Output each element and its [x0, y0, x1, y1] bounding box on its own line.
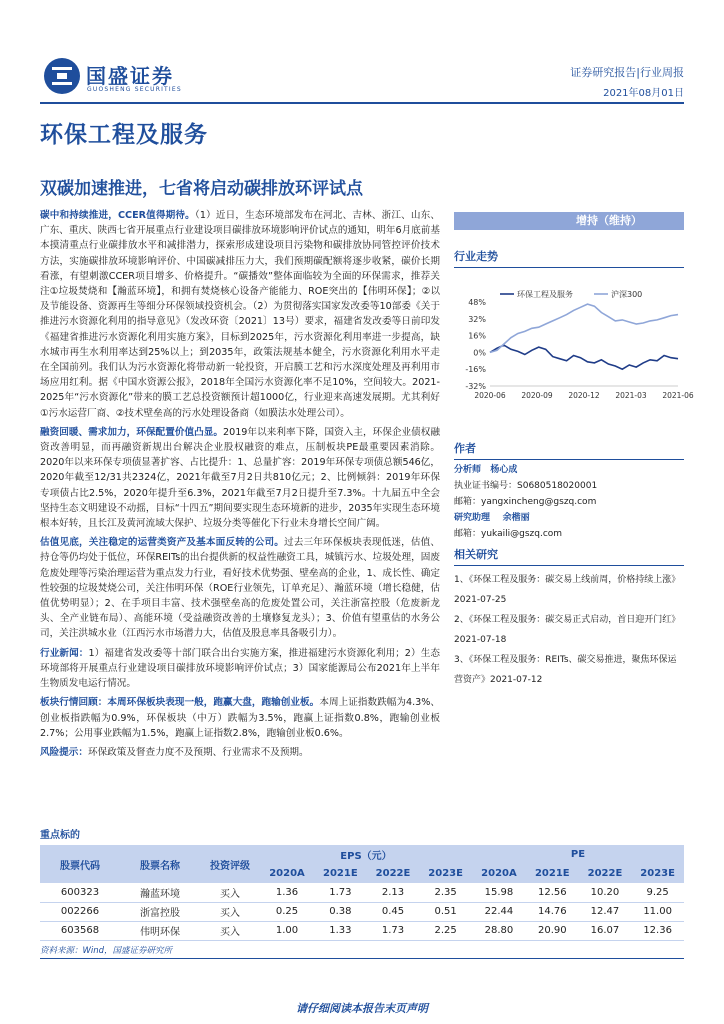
table-cell: 1.00	[275, 925, 299, 936]
y-tick-label: -32%	[465, 382, 486, 391]
related-item[interactable]: 1、《环保工程及服务：碳交易上线前周，价格持续上涨》2021-07-25	[454, 575, 681, 605]
x-tick-label: 2020-06	[474, 391, 506, 400]
col-year: 2021E	[526, 864, 579, 883]
table-caption: 重点标的	[40, 830, 80, 841]
y-tick-label: 16%	[468, 331, 486, 341]
source-note: 资料来源：Wind，国盛证券研究所	[40, 946, 173, 956]
table-cell: 12.56	[537, 886, 567, 898]
x-tick-label: 2020-09	[521, 391, 553, 400]
paragraph	[40, 535, 440, 641]
paragraph	[40, 646, 440, 692]
table-cell: 20.90	[537, 925, 567, 936]
email2-row	[454, 526, 684, 539]
col-pe: PE	[472, 845, 684, 864]
email-label: 邮箱：	[454, 497, 482, 507]
col-year: 2020A	[260, 864, 314, 883]
table-cell: 12.47	[590, 906, 620, 917]
table-cell: 浙富控股	[140, 908, 180, 919]
y-tick-label: 48%	[468, 298, 486, 307]
y-tick-label: 32%	[468, 314, 486, 324]
table-cell: 2.25	[434, 925, 457, 936]
paragraph-lead: 风险提示：	[40, 746, 88, 758]
paragraph	[40, 745, 440, 760]
analyst-email[interactable]: yangxincheng@gszq.com	[481, 497, 597, 507]
col-year: 2020A	[472, 864, 526, 883]
x-tick-label: 2021-03	[615, 391, 647, 400]
table-cell: 28.80	[484, 925, 514, 936]
table-cell: 买入	[220, 927, 240, 938]
table-cell: 9.25	[646, 886, 669, 898]
x-tick-label: 2021-06	[662, 391, 694, 400]
author-title: 作者	[454, 440, 684, 460]
col-name: 股票名称	[120, 845, 200, 883]
main-body	[40, 208, 440, 764]
assistant-row	[454, 510, 684, 523]
col-year: 2022E	[579, 864, 632, 883]
table-cell: 0.25	[275, 906, 299, 917]
logo-icon	[44, 58, 80, 94]
series-line	[490, 304, 678, 352]
report-title: 双碳加速推进，七省将启动碳排放环评试点	[40, 179, 363, 199]
related-item[interactable]: 3、《环保工程及服务：REITs、碳交易推进，聚焦环保运营资产》2021-07-12	[454, 655, 677, 685]
related-list	[454, 570, 684, 690]
table-row	[40, 902, 684, 921]
table-cell: 12.36	[643, 925, 672, 936]
footer-disclaimer: 请仔细阅读本报告末页声明	[296, 1002, 428, 1015]
table-cell: 1.73	[381, 925, 405, 936]
col-year: 2023E	[631, 864, 684, 883]
paragraph-lead: 板块行情回顾：本周环保板块表现一般，跑赢大盘，跑输创业板。	[40, 697, 320, 709]
table-cell: 14.76	[537, 906, 567, 917]
paragraph	[40, 425, 440, 531]
table-cell: 002266	[60, 906, 100, 917]
table-cell: 1.36	[275, 886, 299, 898]
col-code: 股票代码	[40, 845, 120, 883]
paragraph-text: 本周上证指数跌幅为4.3%、创业板指跌幅为0.9%，环保板块（中万）跌幅为3.5%，跑赢上证指数0.8%，跑输创业板2.7%；公用事业跌幅为1.5%，跑赢上证指数2.8%，跑输创业板0.6%。	[40, 697, 440, 739]
col-year: 2021E	[314, 864, 367, 883]
paragraph-lead: 融资回暖、需求加力，环保配置价值凸显。	[40, 426, 223, 438]
header-divider	[40, 102, 684, 104]
col-rating: 投资评级	[200, 845, 260, 883]
paragraph-lead: 碳中和持续推进，CCER值得期待。	[40, 210, 195, 221]
trend-title: 行业走势	[454, 248, 684, 268]
series-line	[490, 345, 678, 369]
x-tick-label: 2020-12	[568, 391, 600, 400]
paragraph-text: 2019年以来利率下降，国资入主，环保企业债权融资改善明显，而再融资新规出台解决企业股权融资的难点，压制板块PE最重要因素消除。2020年以来环保专项债显著扩容、占比提升：1、总量扩容：2019年环保专项债总额546亿，2020年截至12/31共2324亿，2021年截至7月2日共810亿元；2、比例倾斜：2019年环保专项债占比2.5%，2020年提升至6.3%，2021年截至7月2日提升至7.3%。十九届五中全会坚持生态文明建设不动摇，目标“十四五”期间要实现生态环境新的进步，2035年实现生态环境根本好转，且长江及黄河流域大保护、垃圾分类等催化下行业未身增长空间广阔。	[40, 426, 441, 530]
related-item[interactable]: 2、《环保工程及服务：碳交易正式启动，首日迎开门红》2021-07-18	[454, 615, 681, 645]
table-cell: 2.35	[434, 886, 457, 898]
table-cell: 伟明环保	[140, 927, 180, 938]
email2-label: 邮箱：	[454, 529, 482, 539]
industry-title: 环保工程及服务	[40, 122, 208, 148]
table-cell: 10.20	[590, 886, 620, 898]
table-cell: 15.98	[484, 886, 514, 898]
paragraph-text: 环保政策及督查力度不及预期、行业需求不及预期。	[87, 746, 309, 758]
y-tick-label: -16%	[465, 365, 486, 375]
report-date: 2021年08月01日	[603, 88, 684, 99]
paragraph	[40, 695, 440, 741]
table-cell: 买入	[220, 908, 240, 919]
table-cell: 603568	[60, 925, 100, 936]
assistant-email[interactable]: yukaili@gszq.com	[481, 529, 563, 539]
table-cell: 1.33	[329, 925, 352, 936]
email-row	[454, 494, 684, 507]
cert-label: 执业证书编号：	[454, 481, 518, 491]
paragraph	[40, 208, 440, 421]
paragraph-lead: 行业新闻：	[40, 647, 89, 659]
table-cell: 22.44	[484, 906, 514, 917]
report-type: 证券研究报告|行业周报	[570, 66, 684, 79]
col-year: 2023E	[419, 864, 472, 883]
table-row	[40, 883, 684, 902]
assistant-name: 余楷丽	[502, 513, 530, 523]
related-title: 相关研究	[454, 546, 684, 566]
paragraph-text: （1）近日，生态环境部发布在河北、吉林、浙江、山东、广东、重庆、陕西七省开展重点行业建设项目碳排放环境影响评价试点的通知，明年6月底前基本摸清重点行业碳排放水平和减排潜力，探索形成建设项目污染物和碳排放协同管控评价技术方法，实施碳排放环境影响评价、中国碳减排压力大，我们预期碳配额将逐步收紧，碳价长期看涨，有望刺激CCER项目增多、价格提升。“碳播效”整体面临较为全面的环保需求，推荐关注①垃圾焚烧和【瀚蓝环境】，和拥有焚烧核心设备产能能力、ROE突出的【伟明环保】；②以及节能设备、资源再生等细分环保领域投资机会。（2）为贯彻落实国家发改委等10部委《关于推进污水资源化利用的指导意见》（发改环资〔2021〕13号）要求，福建省发改委等日前印发《福建省推进污水资源化利用实施方案》，目标到2025年，污水资源化利用率进一步提高，缺水城市再生水利用率达到25%以上；到2035年，政策法规基本健全，污水资源化利用水平走在全国前列。我们认为污水资源化将带动新一轮投资，开启膜工艺和污水深度处理及再利用市场应用红利。据《中国水资源公报》，2018年全国污水资源化率不足10%，空间较大。2021-2025年“污水资源化”带来的膜工艺总投资额预计超1000亿，行业迎来高速发展期。尤其利好①污水运营厂商、②技术壁垒高的污水处理设备商（如膜法水处理公司）。	[40, 210, 440, 419]
y-tick-label: 0%	[473, 348, 486, 358]
analyst-row	[454, 462, 684, 475]
table-row	[40, 921, 684, 940]
paragraph-text: 过去三年环保板块表现低迷，估值、持仓等仍均处于低位，环保REITs的出台提供新的权益性融资工具，城镇污水、垃圾处理，固废危废处理等污染治理运营为重点发力行业，看好技术优势强、壁垒高的企业，1、成长性、确定性较强的垃圾焚烧公司，关注伟明环保（ROE行业领先，订单充足）、瀚蓝环境（增长稳健，估值优势明显）；2、在手项目丰富、技术强壁垒高的危废处置公司，关注浙富控股（危废新龙头、全产业链布局）、高能环境（受益融资改善的土壤修复龙头）；3、价值有望重估的水务公司，关注洪城水业（江西污水市场潜力大，估值及股息率具备吸引力）。	[40, 537, 441, 640]
legend-label: 沪深300	[611, 290, 643, 299]
col-eps: EPS（元）	[260, 845, 472, 864]
rating-badge: 增持（维持）	[454, 212, 684, 230]
footer-divider	[40, 958, 684, 959]
table-cell: 11.00	[643, 906, 672, 917]
table-cell: 0.51	[434, 906, 457, 917]
assistant-label: 研究助理	[454, 513, 491, 523]
key-stocks-table	[40, 845, 684, 941]
paragraph-text: 1）福建省发改委等十部门联合出台实施方案，推进福建污水资源化利用；2）生态环境部将开展重点行业建设项目碳排放环境影响评价试点；3）国家能源局公布2021年上半年生物质发电运行情况。	[40, 647, 440, 690]
logo-name: 国盛证券	[86, 64, 174, 88]
table-cell: 600323	[60, 886, 100, 898]
table-cell: 16.07	[590, 925, 620, 936]
col-year: 2022E	[367, 864, 420, 883]
analyst-label: 分析师	[454, 465, 482, 475]
table-cell: 买入	[220, 888, 240, 900]
table-cell: 1.73	[329, 886, 352, 898]
table-cell: 0.45	[381, 906, 405, 917]
analyst-name: 杨心成	[490, 465, 518, 475]
logo-sub: GUOSHENG SECURITIES	[87, 86, 182, 93]
table-cell: 0.38	[329, 906, 352, 917]
cert-row	[454, 478, 684, 491]
trend-chart	[454, 290, 694, 406]
cert-no: S0680518020001	[517, 481, 598, 491]
legend-label: 环保工程及服务	[517, 290, 573, 299]
table-cell: 2.13	[381, 886, 405, 898]
paragraph-lead: 估值见底，关注稳定的运营类资产及基本面反转的公司。	[40, 537, 285, 549]
table-cell: 瀚蓝环境	[140, 888, 180, 900]
